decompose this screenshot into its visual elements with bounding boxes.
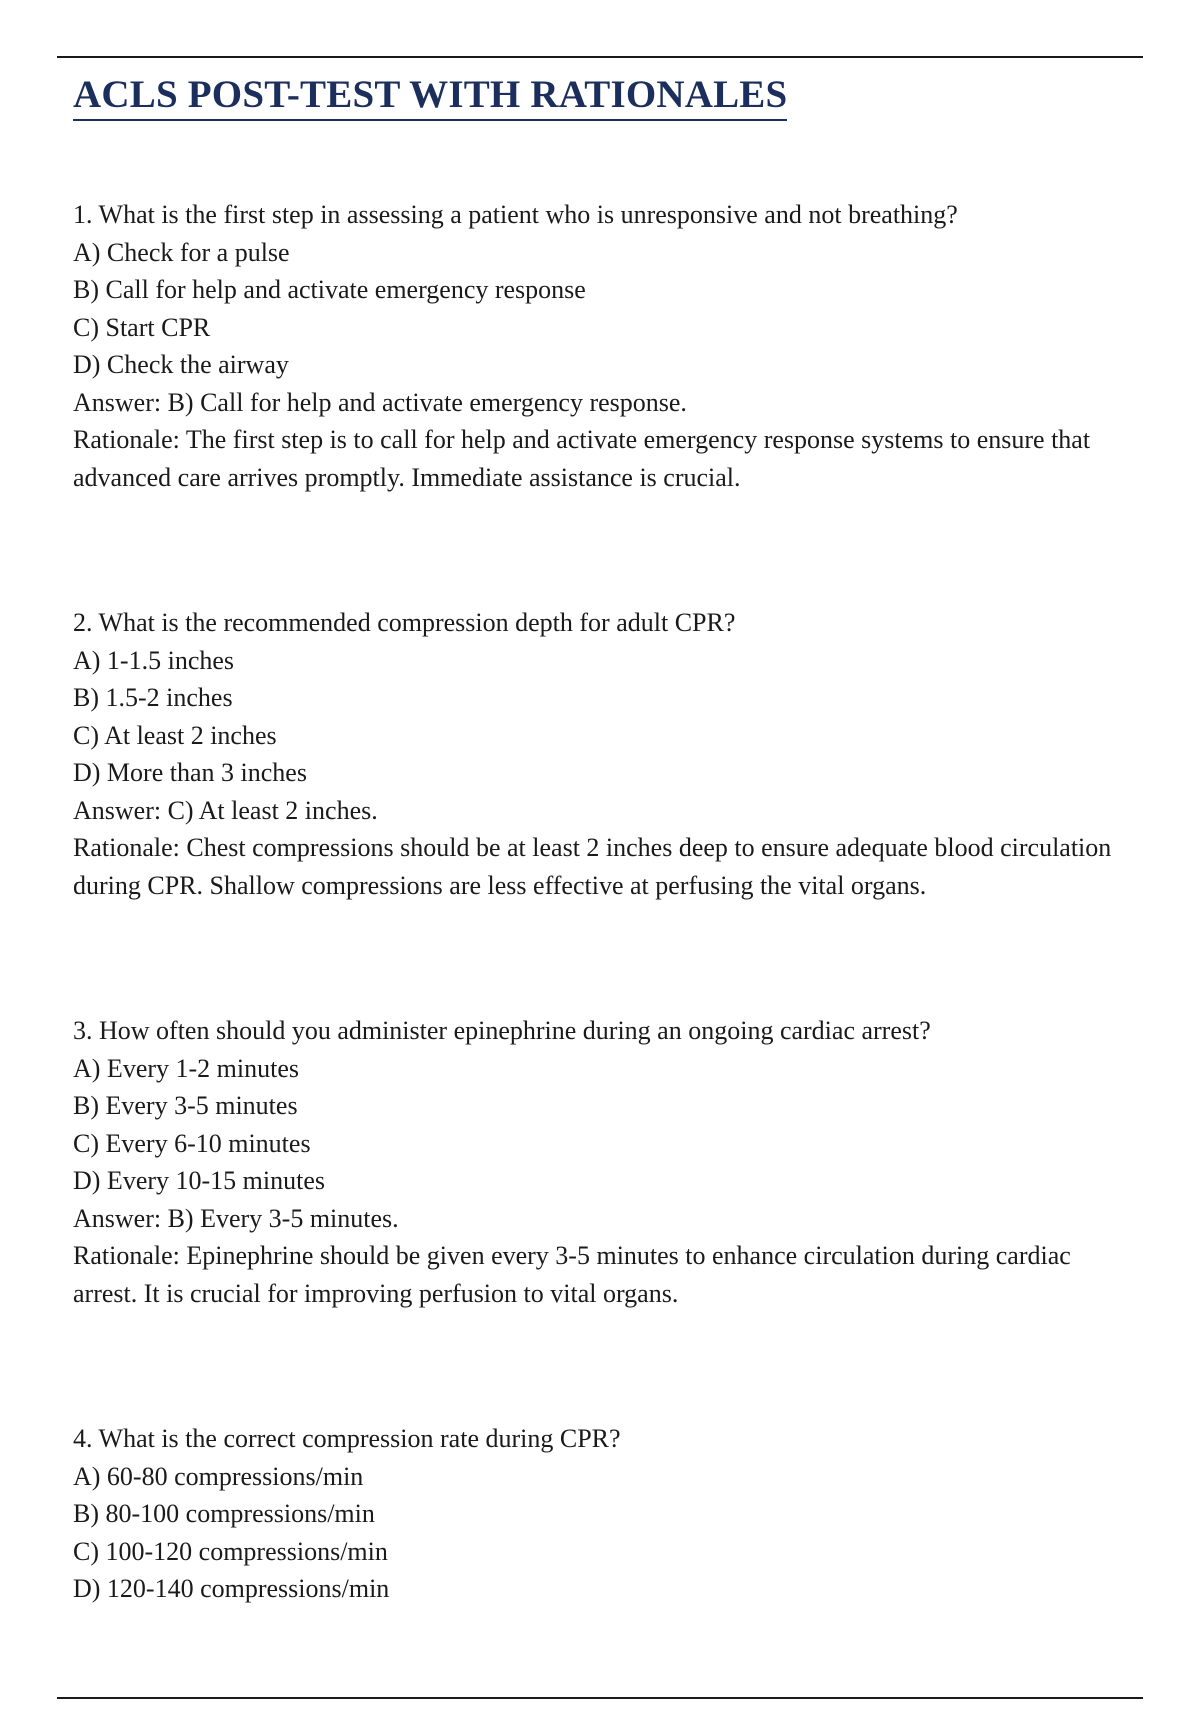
answer: Answer: B) Every 3-5 minutes. (73, 1203, 399, 1233)
question-text: 3. How often should you administer epinephrine during an ongoing cardiac arrest? (73, 1016, 931, 1045)
document-title: ACLS POST-TEST WITH RATIONALES (73, 72, 787, 121)
question-1 (73, 196, 1133, 496)
rationale: Rationale: Epinephrine should be given every 3-5 minutes to enhance circulation during cardiac arrest. It is crucial for improving perfusion to vital organs. (73, 1241, 1071, 1308)
option-b: B) Call for help and activate emergency response (73, 275, 586, 304)
option-d: D) More than 3 inches (73, 758, 307, 787)
option-a: A) 60-80 compressions/min (73, 1461, 364, 1491)
top-rule (57, 56, 1143, 58)
question-list (73, 196, 1133, 1716)
option-c: C) Start CPR (73, 312, 211, 342)
question-text: 4. What is the correct compression rate during CPR? (73, 1424, 621, 1453)
option-b: B) 1.5-2 inches (73, 683, 233, 712)
question-3 (73, 1012, 1133, 1312)
option-a: A) Every 1-2 minutes (73, 1053, 300, 1083)
option-c: C) At least 2 inches (73, 720, 277, 750)
question-text: 1. What is the first step in assessing a patient who is unresponsive and not breathing? (73, 200, 958, 229)
option-c: C) 100-120 compressions/min (73, 1536, 388, 1566)
answer: Answer: C) At least 2 inches. (73, 795, 378, 825)
option-c: C) Every 6-10 minutes (73, 1128, 311, 1158)
option-d: D) 120-140 compressions/min (73, 1574, 390, 1603)
option-b: B) 80-100 compressions/min (73, 1499, 375, 1528)
option-d: D) Check the airway (73, 350, 289, 379)
answer: Answer: B) Call for help and activate emergency response. (73, 387, 687, 417)
rationale: Rationale: The first step is to call for help and activate emergency response systems to ensure that advanced care arrives promptly. Immediate assistance is crucial. (73, 425, 1091, 492)
option-a: A) Check for a pulse (73, 237, 290, 267)
option-d: D) Every 10-15 minutes (73, 1166, 326, 1195)
question-4 (73, 1420, 1133, 1608)
question-text: 2. What is the recommended compression depth for adult CPR? (73, 608, 736, 637)
option-b: B) Every 3-5 minutes (73, 1091, 298, 1120)
rationale: Rationale: Chest compressions should be at least 2 inches deep to ensure adequate blood circulation during CPR. Shallow compressions are less effective at perfusing the vital organs. (73, 833, 1112, 900)
bottom-rule (57, 1697, 1143, 1699)
question-2 (73, 604, 1133, 904)
option-a: A) 1-1.5 inches (73, 645, 235, 675)
